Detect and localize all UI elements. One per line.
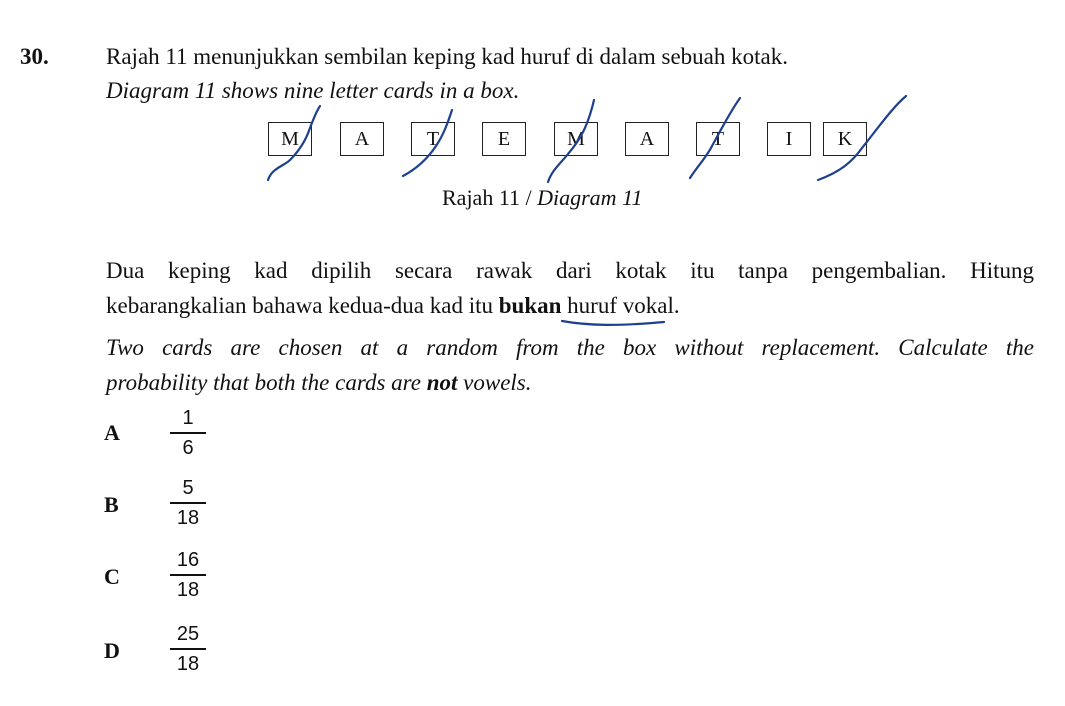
text-segment: vowels. [457, 370, 532, 395]
question-number: 30. [20, 44, 49, 69]
emphasis-not: not [426, 370, 458, 395]
fraction-bar [170, 502, 206, 504]
underline-bukan [562, 321, 664, 325]
option-a-fraction[interactable] [170, 406, 206, 460]
option-d-fraction[interactable] [170, 622, 206, 676]
letter-card: K [823, 122, 867, 156]
emphasis-bukan: bukan [498, 293, 562, 318]
letter-card: A [625, 122, 669, 156]
denominator: 18 [176, 507, 200, 529]
letter-card: A [340, 122, 384, 156]
fraction-bar [170, 648, 206, 650]
numerator: 5 [182, 477, 194, 499]
paragraph-malay-line2 [106, 293, 680, 319]
option-a-letter[interactable]: A [104, 420, 120, 445]
letter-card: M [268, 122, 312, 156]
letter-card: E [482, 122, 526, 156]
question-title-english: Diagram 11 shows nine letter cards in a box. [106, 78, 520, 103]
letter-card: T [411, 122, 455, 156]
letter-card: I [767, 122, 811, 156]
fraction-bar [170, 574, 206, 576]
option-b-letter[interactable]: B [104, 492, 119, 517]
paragraph-english-line2 [106, 370, 532, 396]
denominator: 18 [176, 579, 200, 601]
text-segment: huruf vokal. [561, 293, 680, 318]
text-segment: probability that both the cards are [106, 370, 427, 395]
option-d-letter[interactable]: D [104, 638, 120, 663]
paragraph-english-line1: Two cards are chosen at a random from the box without replacement. Calculate the [106, 335, 1034, 360]
caption-malay: Rajah 11 / [442, 185, 538, 210]
letter-card: M [554, 122, 598, 156]
denominator: 6 [182, 437, 194, 459]
numerator: 25 [176, 623, 200, 645]
letter-card: T [696, 122, 740, 156]
fraction-bar [170, 432, 206, 434]
question-title-malay: Rajah 11 menunjukkan sembilan keping kad huruf di dalam sebuah kotak. [106, 44, 788, 69]
option-c-letter[interactable]: C [104, 564, 120, 589]
denominator: 18 [176, 653, 200, 675]
text-segment: kebarangkalian bahawa kedua-dua kad itu [106, 293, 499, 318]
caption-english: Diagram 11 [537, 185, 643, 210]
option-b-fraction[interactable] [170, 476, 206, 530]
numerator: 16 [176, 549, 200, 571]
numerator: 1 [182, 407, 194, 429]
option-c-fraction[interactable] [170, 548, 206, 602]
paragraph-malay-line1: Dua keping kad dipilih secara rawak dari kotak itu tanpa pengembalian. Hitung [106, 258, 1034, 283]
diagram-caption [442, 185, 642, 211]
